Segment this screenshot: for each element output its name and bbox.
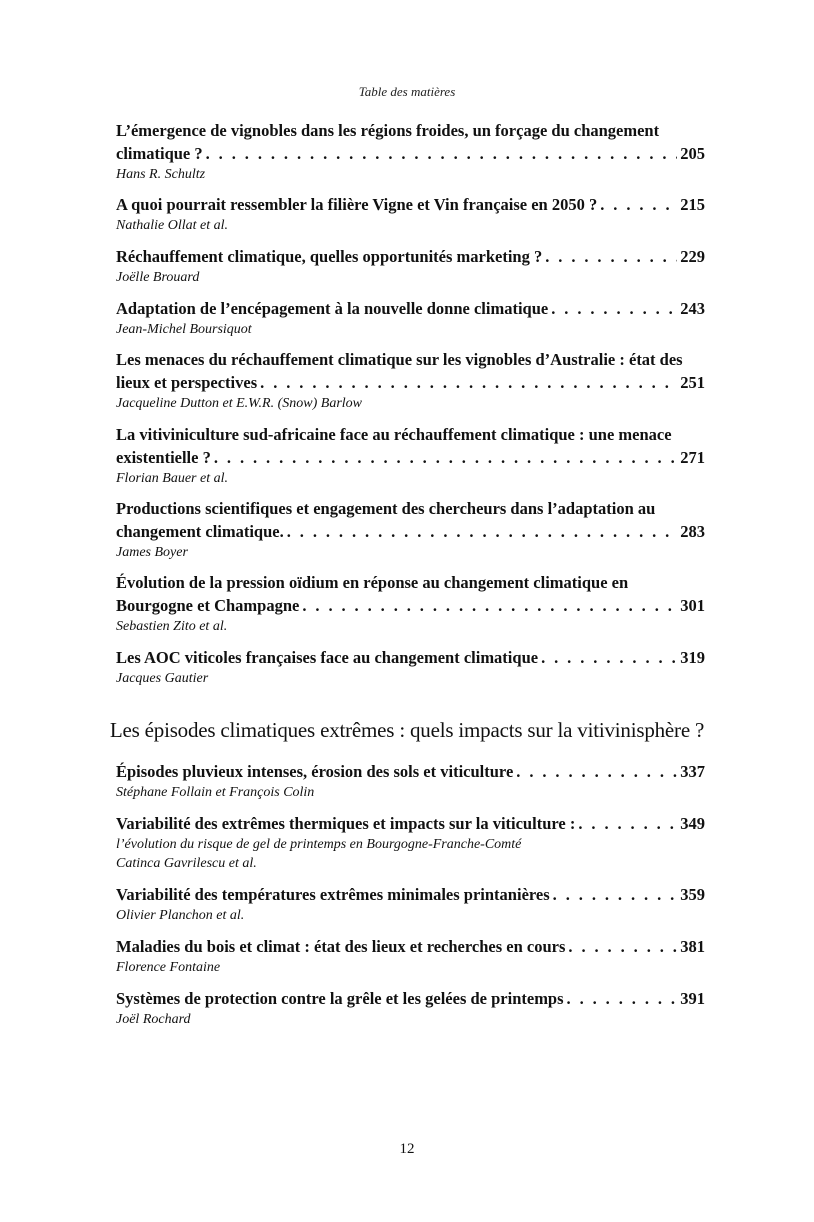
entry-lead-line bbox=[116, 760, 705, 783]
entry-author: Hans R. Schultz bbox=[116, 167, 206, 182]
toc-entry bbox=[116, 646, 705, 688]
entry-title: Réchauffement climatique, quelles opportunités marketing ? bbox=[116, 247, 543, 266]
toc-entry bbox=[116, 883, 705, 925]
entry-lead-line bbox=[116, 935, 705, 958]
entry-page-number: 243 bbox=[680, 299, 705, 318]
entry-lead-line bbox=[116, 193, 705, 216]
entry-subtitle: l’évolution du risque de gel de printemps en Bourgogne-Franche-Comté bbox=[116, 837, 522, 852]
entry-title-line: Les menaces du réchauffement climatique sur les vignobles d’Australie : état des bbox=[116, 350, 683, 369]
dot-leader bbox=[287, 520, 678, 543]
toc-entry bbox=[116, 245, 705, 287]
entry-title-end: Bourgogne et Champagne bbox=[116, 596, 300, 615]
entry-page-number: 251 bbox=[680, 373, 705, 392]
entry-page-number: 359 bbox=[680, 885, 705, 904]
entry-page-number: 229 bbox=[680, 247, 705, 266]
entry-page-number: 337 bbox=[680, 762, 705, 781]
entry-title-line: L’émergence de vignobles dans les régions froides, un forçage du changement bbox=[116, 121, 660, 140]
entry-author: Jacques Gautier bbox=[116, 671, 209, 686]
toc-entry bbox=[116, 423, 705, 488]
dot-leader bbox=[541, 646, 677, 669]
entry-title-end: climatique ? bbox=[116, 144, 203, 163]
entry-title: A quoi pourrait ressembler la filière Vigne et Vin française en 2050 ? bbox=[116, 195, 598, 214]
entry-author: Jacqueline Dutton et E.W.R. (Snow) Barlow bbox=[116, 396, 362, 411]
toc-entry bbox=[116, 571, 705, 636]
entry-lead-line bbox=[116, 520, 705, 543]
entry-page-number: 301 bbox=[680, 596, 705, 615]
entry-lead-line bbox=[116, 594, 705, 617]
entry-author: Joël Rochard bbox=[116, 1012, 191, 1027]
toc-entry bbox=[116, 297, 705, 339]
toc-entry bbox=[116, 760, 705, 802]
entry-page-number: 215 bbox=[680, 195, 705, 214]
entry-lead-line bbox=[116, 245, 705, 268]
entry-title-end: lieux et perspectives bbox=[116, 373, 258, 392]
entry-lead-line bbox=[116, 883, 705, 906]
entry-title-line: Productions scientifiques et engagement des chercheurs dans l’adaptation au bbox=[116, 499, 656, 518]
dot-leader bbox=[545, 245, 677, 268]
entry-page-number: 381 bbox=[680, 937, 705, 956]
entry-lead-line bbox=[116, 446, 705, 469]
dot-leader bbox=[578, 812, 677, 835]
dot-leader bbox=[551, 297, 677, 320]
entry-author: James Boyer bbox=[116, 545, 188, 560]
section-heading: Les épisodes climatiques extrêmes : quels impacts sur la vitivinisphère ? bbox=[109, 718, 705, 742]
toc-entry bbox=[116, 119, 705, 184]
entry-author: Florian Bauer et al. bbox=[116, 471, 228, 486]
entry-lead-line bbox=[116, 987, 705, 1010]
page-number: 12 bbox=[399, 1141, 415, 1157]
dot-leader bbox=[206, 142, 678, 165]
dot-leader bbox=[260, 371, 677, 394]
entry-author: Catinca Gavrilescu et al. bbox=[116, 856, 257, 871]
dot-leader bbox=[567, 987, 678, 1010]
entry-title: Épisodes pluvieux intenses, érosion des sols et viticulture bbox=[116, 762, 514, 781]
entry-title-line: La vitiviniculture sud-africaine face au réchauffement climatique : une menace bbox=[116, 425, 672, 444]
entry-title: Maladies du bois et climat : état des lieux et recherches en cours bbox=[116, 937, 566, 956]
entry-lead-line bbox=[116, 297, 705, 320]
entry-title-end: existentielle ? bbox=[116, 448, 211, 467]
entry-author: Nathalie Ollat et al. bbox=[116, 218, 228, 233]
toc-entry bbox=[116, 348, 705, 413]
dot-leader bbox=[516, 760, 677, 783]
entry-lead-line bbox=[116, 371, 705, 394]
entry-lead-line bbox=[116, 646, 705, 669]
entry-title: Variabilité des températures extrêmes minimales printanières bbox=[116, 885, 550, 904]
running-head: Table des matières bbox=[358, 84, 456, 99]
dot-leader bbox=[214, 446, 677, 469]
entry-author: Florence Fontaine bbox=[116, 960, 221, 975]
dot-leader bbox=[553, 883, 678, 906]
entry-author: Stéphane Follain et François Colin bbox=[116, 785, 315, 800]
toc-entry bbox=[116, 193, 705, 235]
entry-page-number: 349 bbox=[680, 814, 705, 833]
dot-leader bbox=[302, 594, 677, 617]
toc-entry bbox=[116, 497, 705, 562]
entry-author: Jean-Michel Boursiquot bbox=[116, 322, 252, 337]
dot-leader bbox=[600, 193, 677, 216]
entry-page-number: 205 bbox=[680, 144, 705, 163]
entry-author: Olivier Planchon et al. bbox=[116, 908, 245, 923]
entry-title: Adaptation de l’encépagement à la nouvelle donne climatique bbox=[116, 299, 549, 318]
entry-page-number: 283 bbox=[680, 522, 705, 541]
entry-title: Systèmes de protection contre la grêle et les gelées de printemps bbox=[116, 989, 564, 1008]
toc-entry bbox=[116, 987, 705, 1029]
entry-title: Les AOC viticoles françaises face au changement climatique bbox=[116, 648, 539, 667]
toc-entry bbox=[116, 935, 705, 977]
entry-lead-line bbox=[116, 812, 705, 835]
toc-entry bbox=[116, 812, 705, 873]
dot-leader bbox=[568, 935, 677, 958]
entry-author: Sebastien Zito et al. bbox=[116, 619, 228, 634]
entry-title: Variabilité des extrêmes thermiques et impacts sur la viticulture : bbox=[116, 814, 576, 833]
entry-title-line: Évolution de la pression oïdium en réponse au changement climatique en bbox=[116, 573, 629, 592]
entry-title-end: changement climatique. bbox=[116, 522, 284, 541]
entry-page-number: 271 bbox=[680, 448, 705, 467]
entry-lead-line bbox=[116, 142, 705, 165]
entry-page-number: 319 bbox=[680, 648, 705, 667]
entry-page-number: 391 bbox=[680, 989, 705, 1008]
entry-author: Joëlle Brouard bbox=[116, 270, 200, 285]
